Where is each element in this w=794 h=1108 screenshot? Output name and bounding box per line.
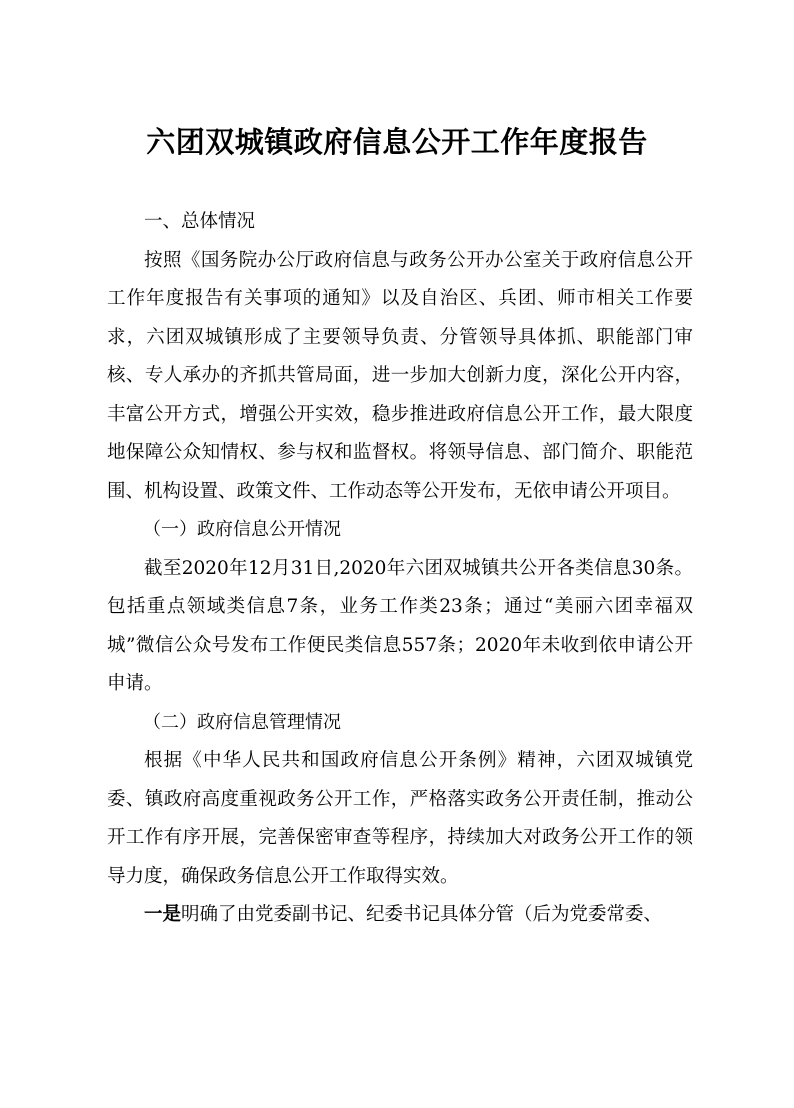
subsection-heading-disclosure: （一）政府信息公开情况	[143, 519, 341, 540]
disclosure-paragraph: 截至2020年12月31日,2020年六团双城镇共公开各类信息30条。包括重点领域类信息7条，业务工作类23条；通过“美丽六团幸福双城”微信公众号发布工作便民类信息557条；2020年未收到依申请公开申请。	[107, 557, 693, 694]
point-one-text: 明确了由党委副书记、纪委书记具体分管（后为党委常委、	[181, 904, 663, 925]
point-one-lead: 一是	[144, 904, 182, 925]
point-one-paragraph	[107, 896, 693, 935]
section-heading-overview: 一、总体情况	[144, 211, 256, 232]
management-paragraph: 根据《中华人民共和国政府信息公开条例》精神，六团双城镇党委、镇政府高度重视政务公开工作，严格落实政务公开责任制，推动公开工作有序开展，完善保密审查等程序，持续加大对政务公开工作的领导力度，确保政务信息公开工作取得实效。	[107, 750, 693, 887]
document-title: 六团双城镇政府信息公开工作年度报告	[146, 125, 648, 159]
document-body	[107, 203, 693, 935]
intro-paragraph: 按照《国务院办公厅政府信息与政务公开办公室关于政府信息公开工作年度报告有关事项的通知》以及自治区、兵团、师市相关工作要求，六团双城镇形成了主要领导负责、分管领导具体抓、职能部门审核、专人承办的齐抓共管局面，进一步加大创新力度，深化公开内容，丰富公开方式，增强公开实效，稳步推进政府信息公开工作，最大限度地保障公众知情权、参与权和监督权。将领导信息、部门简介、职能范围、机构设置、政策文件、工作动态等公开发布，无依申请公开项目。	[107, 249, 693, 502]
subsection-heading-management: （二）政府信息管理情况	[143, 711, 341, 733]
